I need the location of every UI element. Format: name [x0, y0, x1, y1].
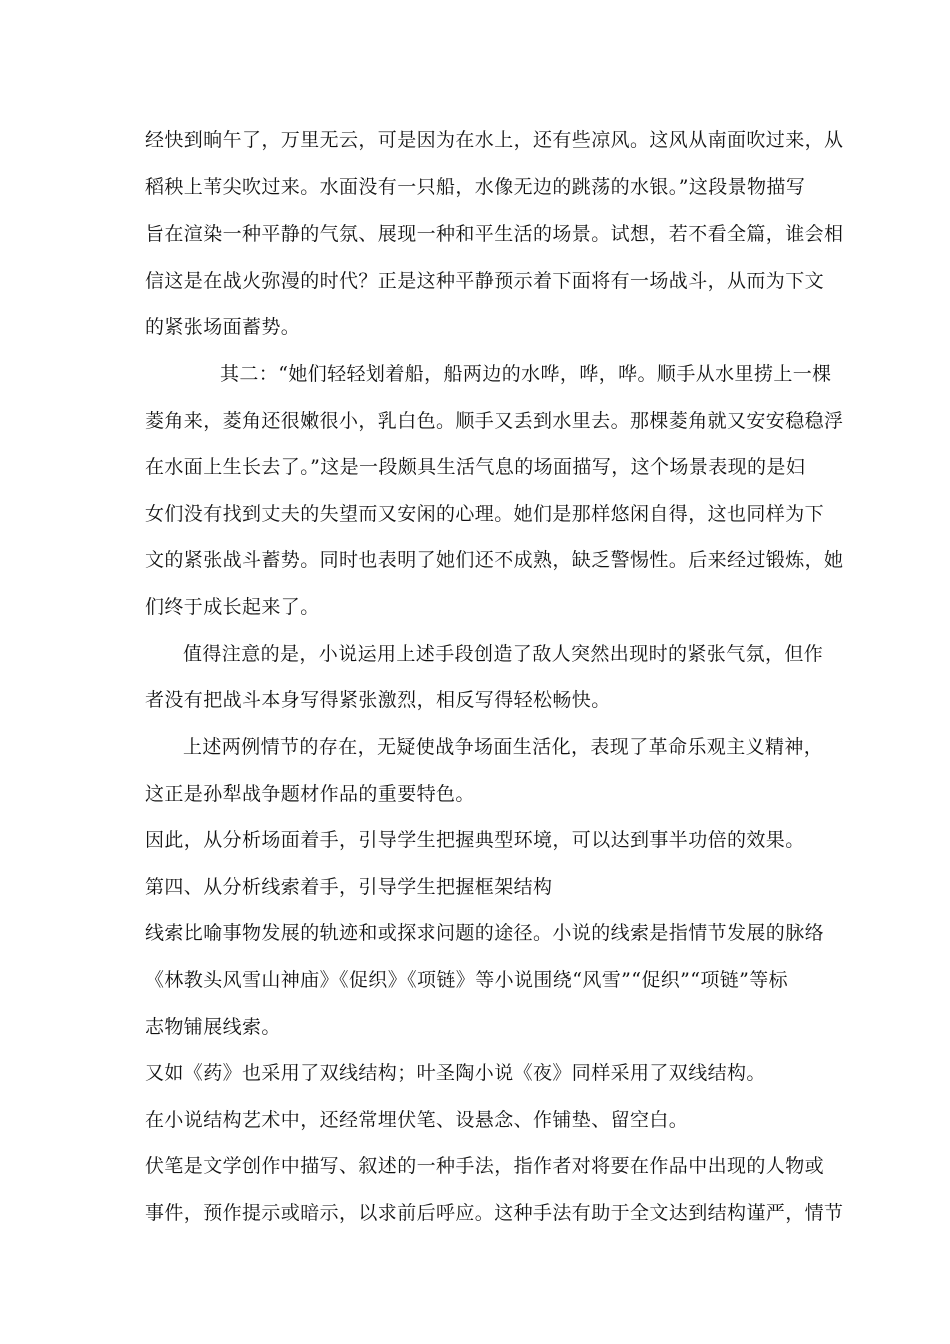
text-line: 旨在渲染一种平静的气氛、展现一种和平生活的场景。试想，若不看全篇，谁会相	[145, 223, 844, 245]
text-line: 在水面上生长去了。”这是一段颇具生活气息的场面描写，这个场景表现的是妇	[145, 456, 806, 478]
text-line: 上述两例情节的存在，无疑使战争场面生活化，表现了革命乐观主义精神，	[183, 736, 824, 758]
text-line: 志物铺展线索。	[145, 1016, 281, 1038]
text-line: 的紧张场面蓄势。	[145, 316, 301, 338]
text-line: 线索比喻事物发展的轨迹和或探求问题的途径。小说的线索是指情节发展的脉络	[145, 922, 825, 944]
text-line: 文的紧张战斗蓄势。同时也表明了她们还不成熟，缺乏警惕性。后来经过锻炼，她	[145, 549, 844, 571]
section-heading: 第四、从分析线索着手，引导学生把握框架结构	[145, 876, 553, 898]
text-line: 这正是孙犁战争题材作品的重要特色。	[145, 783, 475, 805]
text-line: 经快到晌午了，万里无云，可是因为在水上，还有些凉风。这风从南面吹过来，从	[145, 129, 844, 151]
text-line: 因此，从分析场面着手，引导学生把握典型环境，可以达到事半功倍的效果。	[145, 829, 805, 851]
text-line: 们终于成长起来了。	[145, 596, 320, 618]
text-line: 女们没有找到丈夫的失望而又安闲的心理。她们是那样悠闲自得，这也同样为下	[145, 503, 825, 525]
text-line: 事件，预作提示或暗示，以求前后呼应。这种手法有助于全文达到结构谨严，情节	[145, 1202, 844, 1224]
text-line: 《林教头风雪山神庙》《促织》《项链》等小说围绕“风雪”“促织”“项链”等标	[145, 969, 789, 991]
text-line: 稻秧上苇尖吹过来。水面没有一只船，水像无边的跳荡的水银。”这段景物描写	[145, 176, 806, 198]
text-line: 其二：“她们轻轻划着船，船两边的水哗，哗，哗。顺手从水里捞上一棵	[220, 363, 832, 385]
text-line: 又如《药》也采用了双线结构；叶圣陶小说《夜》同样采用了双线结构。	[145, 1062, 766, 1084]
text-line: 者没有把战斗本身写得紧张激烈，相反写得轻松畅快。	[145, 689, 611, 711]
text-line: 在小说结构艺术中，还经常埋伏笔、设悬念、作铺垫、留空白。	[145, 1109, 689, 1131]
text-line: 信这是在战火弥漫的时代？正是这种平静预示着下面将有一场战斗，从而为下文	[145, 270, 825, 292]
text-line: 值得注意的是，小说运用上述手段创造了敌人突然出现时的紧张气氛，但作	[183, 643, 824, 665]
text-line: 伏笔是文学创作中描写、叙述的一种手法，指作者对将要在作品中出现的人物或	[145, 1155, 825, 1177]
text-line: 菱角来，菱角还很嫩很小，乳白色。顺手又丢到水里去。那棵菱角就又安安稳稳浮	[145, 410, 844, 432]
